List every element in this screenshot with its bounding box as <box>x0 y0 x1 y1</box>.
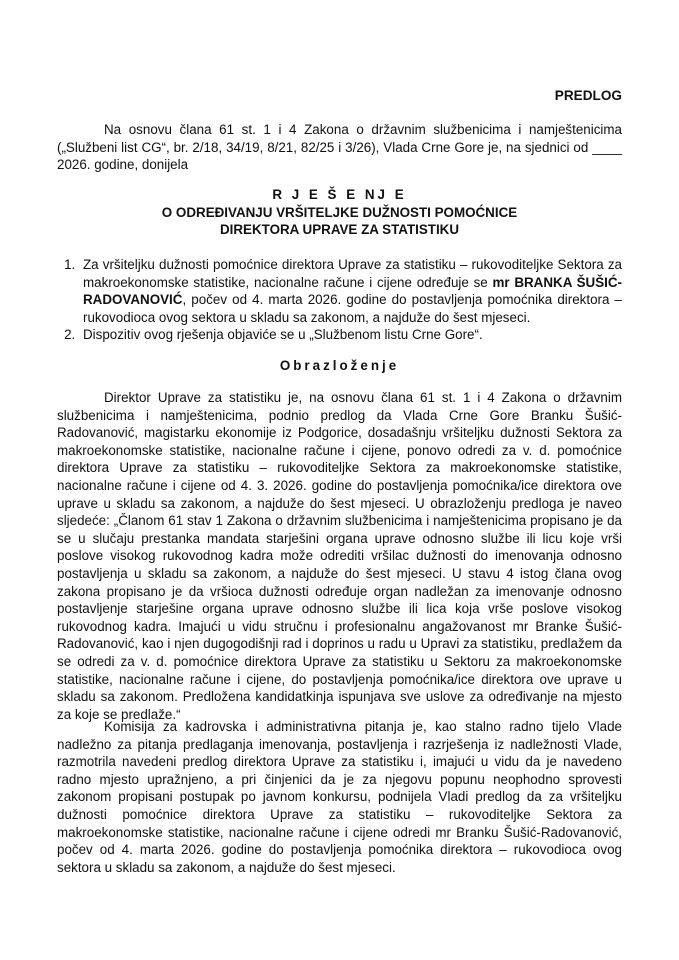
item-text: Dispozitiv ovog rješenja objaviće se u „Službenom listu Crne Gore“. <box>83 327 483 343</box>
title-line-2: O ODREĐIVANJU VRŠITELJKE DUŽNOSTI POMOĆNICE <box>161 204 518 220</box>
decision-items <box>57 256 622 344</box>
item-text: , počev od 4. marta 2026. godine do postavljenja pomoćnika direktora – rukovodioca ovog sektora u skladu sa zakonom, a najduže do šest mjeseci. <box>83 292 622 325</box>
appointee-name: mr BRANKA ŠUŠIĆ-RADOVANOVIĆ <box>83 274 623 308</box>
explanation-paragraph-2: Komisija za kadrovska i administrativna pitanja je, kao stalno radno tijelo Vlade nadležno za pitanja predlaganja imenovanja, postavljenja i razrješenja iz nadležnosti Vlade, razmotrila navedeni predlog direktora Uprave za statistiku i, imajući u vidu da je navedeno radno mjesto upražnjeno, a pri činjenici da je za njegovu popunu neophodno sprovesti zakonom propisani postupak po javnom konkursu, podnijela Vladi predlog da za vršiteljku dužnosti pomoćnice direktora Uprave za statistiku – rukovoditeljke Sektora za makroekonomske statistike, nacionalne račune i cijene odredi mr Branku Šušić-Radovanović, počev od 4. marta 2026. godine do postavljenja pomoćnika direktora – rukovodioca ovog sektora u skladu sa zakonom, a najduže do šest mjeseci. <box>57 719 622 875</box>
preamble-paragraph: Na osnovu člana 61 st. 1 i 4 Zakona o državnim službenicima i namještenicima („Službeni list CG“, br. 2/18, 34/19, 8/21, 82/25 i 3/26), Vlada Crne Gore je, na sjednici od ____ 2026. godine, donijela <box>57 122 622 173</box>
document-title <box>57 186 622 239</box>
item-text: Za vršiteljku dužnosti pomoćnice direktora Uprave za statistiku – rukovoditeljke Sektora za makroekonomske statistike, nacionalne račune i cijene određuje se <box>83 257 622 290</box>
title-line-3: DIREKTORA UPRAVE ZA STATISTIKU <box>219 222 460 237</box>
decision-item <box>79 256 622 326</box>
explanation-heading: Obrazloženje <box>279 358 400 373</box>
explanation-paragraph-1: Direktor Uprave za statistiku je, na osnovu člana 61 st. 1 i 4 Zakona o državnim službenicima i namještenicima, podnio predlog da Vlada Crne Gore Branku Šušić-Radovanović, magistarku ekonomije iz Podgorice, dosadašnju vršiteljku dužnosti Sektora za makroekonomske statistike, nacionalne račune i cijene, ponovo odredi za v. d. pomoćnice direktora Uprave za statistiku – rukovoditeljke Sektora za makroekonomske statistike, nacionalne račune i cijene od 4. 3. 2026. godine do postavljenja pomoćnika/ice direktora ove uprave u skladu sa zakonom, a najduže do šest mjeseci. U obrazloženju predloga je naveo sljedeće: „Članom 61 stav 1 Zakona o državnim službenicima i namještenicima propisano je da se u slučaju prestanka mandata starješini organa uprave odnosno službe ili licu koje vrši poslove visokog rukovodnog kadra može odrediti vršilac dužnosti do imenovanja odnosno postavljenja u skladu sa zakonom, a najduže do šest mjeseci. U stavu 4 istog člana ovog zakona propisano je da vršioca dužnosti određuje organ nadležan za imenovanje odnosno postavljenje starješine organa uprave odnosno službe ili lica koja vrše poslove visokog rukovodnog kadra. Imajući u vidu stručnu i profesionalnu angažovanost mr Branke Šušić-Radovanović, kao i njen dugogodišnji rad i doprinos u radu u Upravi za statistiku, predlažem da se odredi za v. d. pomoćnice direktora Uprave za statistiku u Sektoru za makroekonomske statistike, nacionalne račune i cijene, do postavljenja pomoćnika/ice direktora ove uprave u skladu sa zakonom. Predložena kandidatkinja ispunjava sve uslove za određivanje na mjesto za koje se predlaže.“ <box>57 390 622 722</box>
decision-item <box>79 326 622 344</box>
document-status-label: PREDLOG <box>554 88 622 103</box>
title-line-1: R J E Š E NJ E <box>272 187 407 202</box>
